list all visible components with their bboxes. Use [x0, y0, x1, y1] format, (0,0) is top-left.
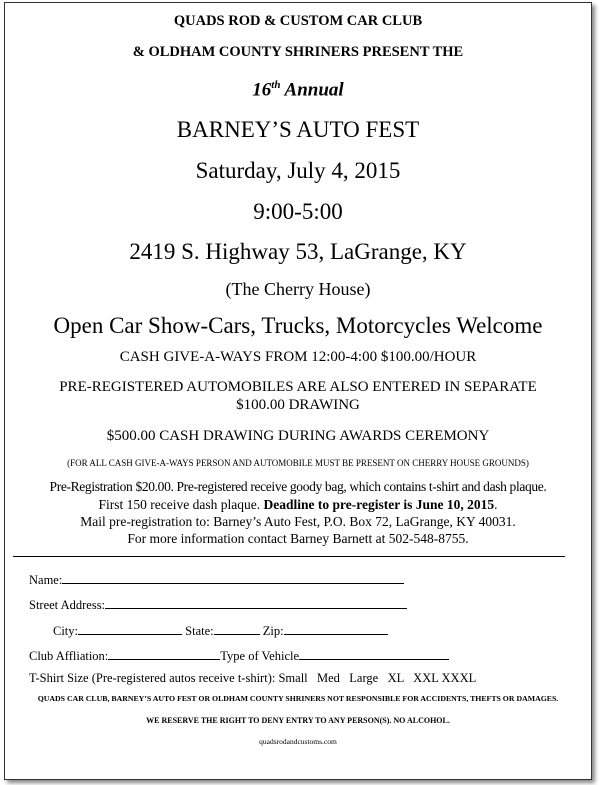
- name-field[interactable]: [29, 572, 404, 588]
- disclaimer: QUADS CAR CLUB, BARNEY’S AUTO FEST OR OLDHAM COUNTY SHRINERS NOT RESPONSIBLE FOR ACCIDENTS, THEFTS OR DAMAGES.: [37, 694, 559, 703]
- name-label: Name:: [29, 573, 63, 587]
- city-state-zip-row: [53, 623, 388, 639]
- event-time: 9:00-5:00: [253, 199, 343, 224]
- zip-blank[interactable]: [284, 623, 388, 635]
- reserve-right: WE RESERVE THE RIGHT TO DENY ENTRY TO ANY PERSON(S). NO ALCOHOL.: [146, 716, 450, 725]
- annual-heading: [5, 79, 591, 101]
- deadline-note: Deadline to pre-register is June 10, 2015: [263, 497, 495, 512]
- divider: [13, 556, 565, 557]
- preregistered-drawing-2: $100.00 DRAWING: [236, 397, 360, 413]
- preregistered-drawing-1: PRE-REGISTERED AUTOMOBILES ARE ALSO ENTERED IN SEPARATE: [59, 379, 537, 395]
- header-line-1: QUADS ROD & CUSTOM CAR CLUB: [173, 13, 423, 29]
- header-line-2: & OLDHAM COUNTY SHRINERS PRESENT THE: [132, 44, 464, 60]
- city-label: City:: [53, 624, 79, 638]
- zip-label: Zip:: [262, 624, 284, 638]
- club-vehicle-row: [29, 648, 449, 664]
- event-name: BARNEY’S AUTO FEST: [176, 117, 420, 142]
- contact-info: For more information contact Barney Barnett at 502-548-8755.: [127, 531, 469, 546]
- website[interactable]: quadsrodandcustoms.com: [259, 737, 337, 746]
- tshirt-sizes[interactable]: Small Med Large XL XXL XXXL: [278, 671, 477, 685]
- tshirt-label: T-Shirt Size (Pre-registered autos receive t-shirt):: [29, 671, 276, 685]
- street-blank[interactable]: [105, 597, 407, 609]
- state-label: State:: [185, 624, 214, 638]
- event-venue: (The Cherry House): [225, 279, 371, 299]
- annual-word: Annual: [284, 79, 344, 101]
- street-label: Street Address:: [29, 598, 106, 612]
- presence-note: (FOR ALL CASH GIVE-A-WAYS PERSON AND AUTOMOBILE MUST BE PRESENT ON CHERRY HOUSE GROUNDS): [67, 458, 529, 468]
- show-description: Open Car Show-Cars, Trucks, Motorcycles Welcome: [53, 313, 543, 338]
- annual-suffix: th: [271, 79, 281, 91]
- state-blank[interactable]: [214, 623, 260, 635]
- cash-drawing: $500.00 CASH DRAWING DURING AWARDS CEREMONY: [106, 428, 490, 444]
- city-blank[interactable]: [78, 623, 182, 635]
- vehicle-blank[interactable]: [299, 648, 449, 660]
- street-field[interactable]: [29, 597, 407, 613]
- vehicle-label: Type of Vehicle: [220, 649, 300, 663]
- club-label: Club Affliation:: [29, 649, 109, 663]
- registration-line-1: Pre-Registration $20.00. Pre-registered receive goody bag, which contains t-shirt and dash plaque.: [49, 479, 547, 494]
- event-date: Saturday, July 4, 2015: [195, 158, 401, 183]
- annual-number: 16: [252, 79, 272, 101]
- period: .: [494, 497, 498, 512]
- club-blank[interactable]: [108, 648, 220, 660]
- tshirt-row: [29, 671, 476, 686]
- name-blank[interactable]: [62, 572, 404, 584]
- registration-line-2: [5, 497, 591, 513]
- dash-plaque-note: First 150 receive dash plaque.: [98, 497, 264, 512]
- cash-giveaways: CASH GIVE-A-WAYS FROM 12:00-4:00 $100.00/HOUR: [119, 349, 477, 365]
- flyer: [4, 2, 592, 780]
- mail-address: Mail pre-registration to: Barney’s Auto Fest, P.O. Box 72, LaGrange, KY 40031.: [80, 514, 516, 529]
- event-address: 2419 S. Highway 53, LaGrange, KY: [129, 239, 467, 264]
